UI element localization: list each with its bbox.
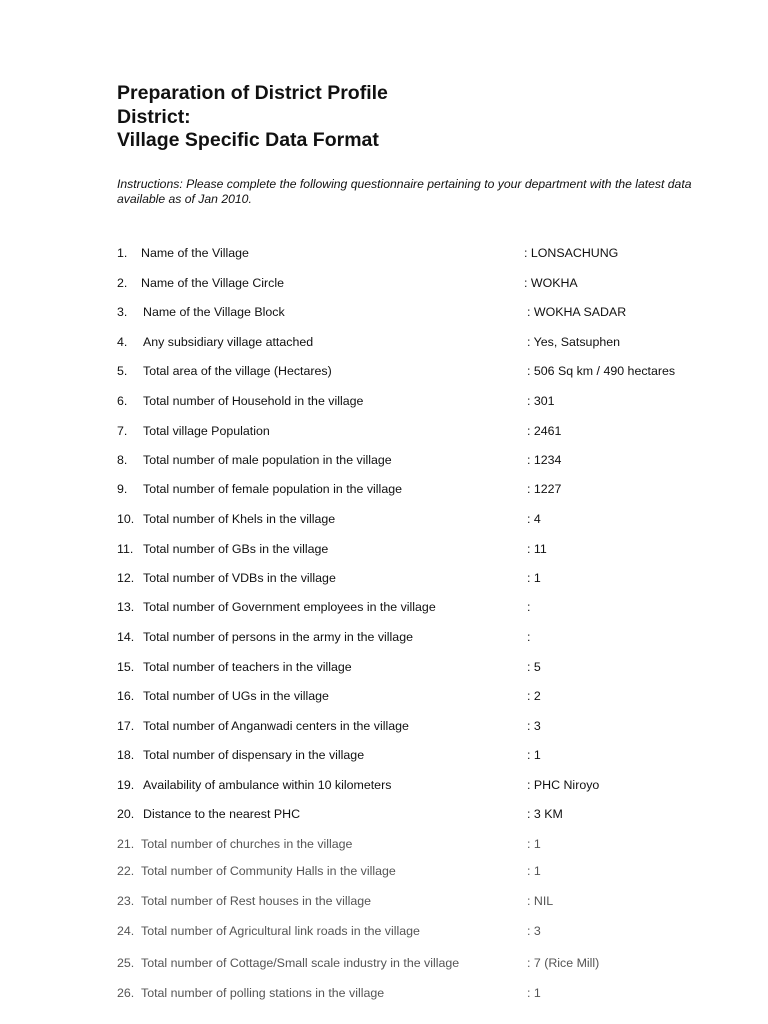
item-value: : 506 Sq km / 490 hectares bbox=[527, 364, 676, 378]
item-number: 25. bbox=[117, 956, 135, 970]
item-label: Total area of the village (Hectares) bbox=[143, 364, 332, 378]
list-item bbox=[0, 717, 768, 735]
list-item bbox=[0, 480, 768, 498]
item-label: Total number of polling stations in the village bbox=[141, 986, 385, 1000]
list-item bbox=[0, 658, 768, 676]
item-label: Availability of ambulance within 10 kilometers bbox=[143, 778, 392, 792]
list-item bbox=[0, 746, 768, 764]
item-number: 12. bbox=[117, 571, 135, 585]
list-item bbox=[0, 422, 768, 440]
item-number: 13. bbox=[117, 600, 135, 614]
item-value: : bbox=[527, 600, 531, 614]
list-item bbox=[0, 776, 768, 794]
item-number: 3. bbox=[117, 305, 128, 319]
list-item bbox=[0, 274, 768, 292]
list-item bbox=[0, 984, 768, 1002]
item-value: : WOKHA bbox=[524, 276, 578, 290]
item-label: Total village Population bbox=[143, 424, 270, 438]
list-item bbox=[0, 333, 768, 351]
item-number: 17. bbox=[117, 719, 135, 733]
item-number: 4. bbox=[117, 335, 128, 349]
item-value: : NIL bbox=[527, 894, 554, 908]
item-value: : 2461 bbox=[527, 424, 562, 438]
item-number: 23. bbox=[117, 894, 135, 908]
item-value: : bbox=[527, 630, 531, 644]
list-item bbox=[0, 628, 768, 646]
item-value: : 1 bbox=[527, 837, 541, 851]
list-item bbox=[0, 954, 768, 972]
item-label: Total number of churches in the village bbox=[141, 837, 353, 851]
list-item bbox=[0, 510, 768, 528]
list-item bbox=[0, 569, 768, 587]
list-item bbox=[0, 392, 768, 410]
item-number: 14. bbox=[117, 630, 135, 644]
district-label: District: bbox=[117, 105, 191, 128]
format-title: Village Specific Data Format bbox=[117, 129, 379, 151]
list-item bbox=[0, 598, 768, 616]
item-label: Any subsidiary village attached bbox=[143, 335, 314, 349]
item-number: 8. bbox=[117, 453, 128, 467]
item-number: 9. bbox=[117, 482, 128, 496]
item-number: 26. bbox=[117, 986, 135, 1000]
item-value: : 301 bbox=[527, 394, 555, 408]
item-label: Total number of Cottage/Small scale industry in the village bbox=[141, 956, 460, 970]
item-value: : 1227 bbox=[527, 482, 562, 496]
list-item bbox=[0, 835, 768, 853]
item-value: : PHC Niroyo bbox=[527, 778, 600, 792]
item-number: 11. bbox=[117, 542, 134, 556]
item-number: 7. bbox=[117, 424, 128, 438]
item-value: : WOKHA SADAR bbox=[527, 305, 627, 319]
item-label: Total number of Rest houses in the village bbox=[141, 894, 372, 908]
list-item bbox=[0, 687, 768, 705]
item-value: : 5 bbox=[527, 660, 541, 674]
item-value: : 1 bbox=[527, 571, 541, 585]
item-number: 20. bbox=[117, 807, 135, 821]
item-number: 15. bbox=[117, 660, 135, 674]
item-value: : LONSACHUNG bbox=[524, 246, 619, 260]
item-label: Total number of male population in the village bbox=[143, 453, 392, 467]
item-label: Name of the Village Circle bbox=[141, 276, 285, 290]
item-value: : 1 bbox=[527, 864, 541, 878]
item-value: : 4 bbox=[527, 512, 541, 526]
item-value: : 1 bbox=[527, 986, 541, 1000]
list-item bbox=[0, 540, 768, 558]
item-label: Total number of UGs in the village bbox=[143, 689, 329, 703]
item-label: Total number of Household in the village bbox=[143, 394, 364, 408]
item-number: 16. bbox=[117, 689, 135, 703]
list-item bbox=[0, 922, 768, 940]
item-label: Total number of Anganwadi centers in the village bbox=[143, 719, 409, 733]
item-label: Distance to the nearest PHC bbox=[143, 807, 301, 821]
list-item bbox=[0, 303, 768, 321]
list-item bbox=[0, 862, 768, 880]
item-label: Total number of Government employees in the village bbox=[143, 600, 436, 614]
item-number: 19. bbox=[117, 778, 135, 792]
list-item bbox=[0, 892, 768, 910]
item-value: : 3 bbox=[527, 924, 541, 938]
item-value: : Yes, Satsuphen bbox=[527, 335, 621, 349]
list-item bbox=[0, 451, 768, 469]
item-value: : 11 bbox=[527, 542, 547, 556]
item-label: Total number of teachers in the village bbox=[143, 660, 352, 674]
item-number: 24. bbox=[117, 924, 135, 938]
item-label: Total number of VDBs in the village bbox=[143, 571, 336, 585]
item-number: 21. bbox=[117, 837, 135, 851]
item-number: 18. bbox=[117, 748, 135, 762]
item-label: Total number of Community Halls in the village bbox=[141, 864, 396, 878]
instructions-text: Instructions: Please complete the following questionnaire pertaining to your department with the latest data available as of Jan 2010. bbox=[117, 177, 692, 206]
item-number: 22. bbox=[117, 864, 135, 878]
list-item bbox=[0, 805, 768, 823]
item-number: 1. bbox=[117, 246, 128, 260]
item-value: : 3 bbox=[527, 719, 541, 733]
item-value: : 3 KM bbox=[527, 807, 563, 821]
item-label: Name of the Village Block bbox=[143, 305, 285, 319]
item-label: Total number of dispensary in the village bbox=[143, 748, 365, 762]
item-label: Total number of persons in the army in the village bbox=[143, 630, 413, 644]
item-value: : 1 bbox=[527, 748, 541, 762]
item-value: : 2 bbox=[527, 689, 541, 703]
list-item bbox=[0, 362, 768, 380]
item-number: 10. bbox=[117, 512, 135, 526]
item-label: Total number of GBs in the village bbox=[143, 542, 329, 556]
item-label: Name of the Village bbox=[141, 246, 249, 260]
item-label: Total number of Agricultural link roads in the village bbox=[141, 924, 420, 938]
item-value: : 1234 bbox=[527, 453, 562, 467]
list-item bbox=[0, 244, 768, 262]
item-number: 5. bbox=[117, 364, 128, 378]
item-number: 6. bbox=[117, 394, 128, 408]
item-number: 2. bbox=[117, 276, 128, 290]
item-label: Total number of Khels in the village bbox=[143, 512, 336, 526]
item-label: Total number of female population in the village bbox=[143, 482, 402, 496]
document-title: Preparation of District Profile bbox=[117, 82, 388, 104]
item-value: : 7 (Rice Mill) bbox=[527, 956, 600, 970]
